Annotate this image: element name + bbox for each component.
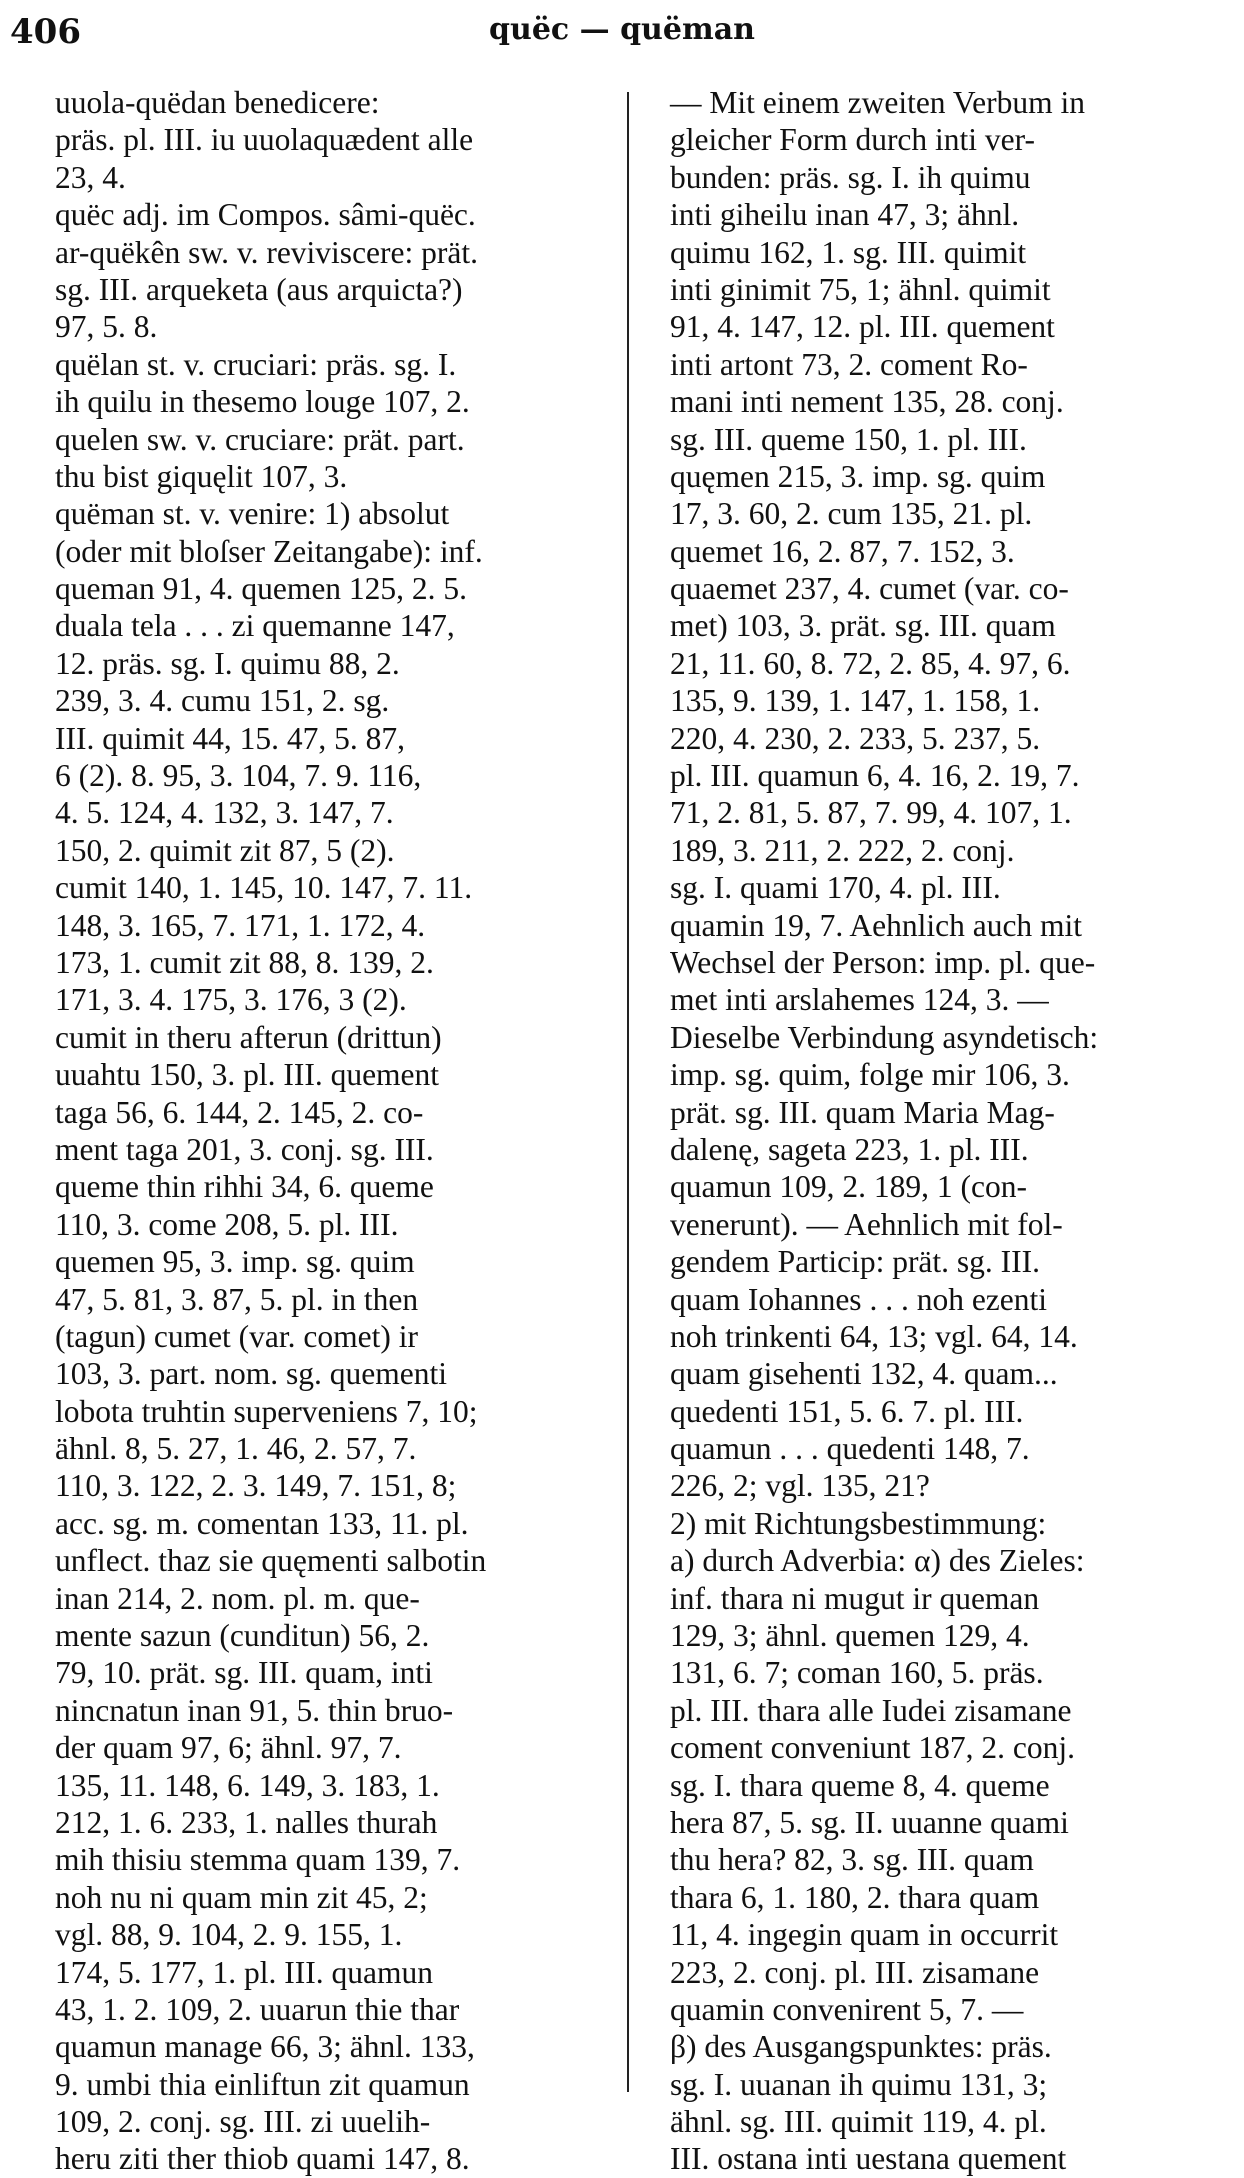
text-line: 226, 2; vgl. 135, 21? <box>670 1468 930 1504</box>
text-line: quëc adj. im Compos. sâmi-quëc. <box>55 197 476 233</box>
text-line: 79, 10. prät. sg. III. quam, inti <box>55 1655 433 1691</box>
text-line: cumit 140, 1. 145, 10. 147, 7. 11. <box>55 870 473 906</box>
text-line: pl. III. quamun 6, 4. 16, 2. 19, 7. <box>670 758 1080 794</box>
text-line: 9. umbi thia einliftun zit quamun <box>55 2066 470 2102</box>
text-line: quamin convenirent 5, 7. — <box>670 1991 1024 2027</box>
text-line: III. quimit 44, 15. 47, 5. 87, <box>55 720 405 756</box>
text-line: quedenti 151, 5. 6. 7. pl. III. <box>670 1393 1024 1429</box>
text-line: queme thin rihhi 34, 6. queme <box>55 1169 434 1205</box>
text-line: nincnatun inan 91, 5. thin bruo- <box>55 1692 454 1728</box>
text-line: 110, 3. come 208, 5. pl. III. <box>55 1206 399 1242</box>
text-line: quamun manage 66, 3; ähnl. 133, <box>55 2029 475 2065</box>
running-title: quëc — quëman <box>489 12 755 47</box>
text-line: inti ginimit 75, 1; ähnl. quimit <box>670 271 1051 307</box>
page-number: 406 <box>10 12 81 52</box>
text-line: 220, 4. 230, 2. 233, 5. 237, 5. <box>670 720 1041 756</box>
text-line: lobota truhtin superveniens 7, 10; <box>55 1393 478 1429</box>
text-line: quęmen 215, 3. imp. sg. quim <box>670 458 1046 494</box>
text-line: 174, 5. 177, 1. pl. III. quamun <box>55 1954 433 1990</box>
text-line: quamun . . . quedenti 148, 7. <box>670 1431 1030 1467</box>
text-line: gendem Particip: prät. sg. III. <box>670 1244 1041 1280</box>
text-line: 103, 3. part. nom. sg. quementi <box>55 1356 447 1392</box>
text-line: 223, 2. conj. pl. III. zisamane <box>670 1954 1040 1990</box>
text-line: 43, 1. 2. 109, 2. uuarun thie thar <box>55 1991 460 2027</box>
right-column <box>670 84 1210 2178</box>
text-line: thu bist giquęlit 107, 3. <box>55 458 348 494</box>
text-line: quaemet 237, 4. cumet (var. co- <box>670 571 1069 607</box>
text-line: heru ziti ther thiob quami 147, 8. <box>55 2141 470 2177</box>
text-line: 129, 3; ähnl. quemen 129, 4. <box>670 1618 1030 1654</box>
text-line: sg. I. thara queme 8, 4. queme <box>670 1767 1050 1803</box>
text-line: 150, 2. quimit zit 87, 5 (2). <box>55 832 395 868</box>
text-line: 212, 1. 6. 233, 1. nalles thurah <box>55 1804 438 1840</box>
text-line: gleicher Form durch inti ver- <box>670 122 1036 158</box>
text-line: sg. III. queme 150, 1. pl. III. <box>670 421 1027 457</box>
text-line: acc. sg. m. comentan 133, 11. pl. <box>55 1505 469 1541</box>
text-line: 6 (2). 8. 95, 3. 104, 7. 9. 116, <box>55 758 422 794</box>
text-line: ähnl. 8, 5. 27, 1. 46, 2. 57, 7. <box>55 1431 417 1467</box>
text-line: quamin 19, 7. Aehnlich auch mit <box>670 907 1083 943</box>
text-line: (tagun) cumet (var. comet) ir <box>55 1318 418 1354</box>
text-line: inti artont 73, 2. coment Ro- <box>670 346 1028 382</box>
text-line: taga 56, 6. 144, 2. 145, 2. co- <box>55 1094 424 1130</box>
text-line: 71, 2. 81, 5. 87, 7. 99, 4. 107, 1. <box>670 795 1072 831</box>
text-line: 148, 3. 165, 7. 171, 1. 172, 4. <box>55 907 426 943</box>
text-line: unflect. thaz sie quęmenti salbotin <box>55 1543 487 1579</box>
text-line: uuola-quëdan benedicere: <box>55 85 380 120</box>
text-line: dalenę, sageta 223, 1. pl. III. <box>670 1131 1029 1167</box>
text-line: ar-quëkên sw. v. reviviscere: prät. <box>55 234 478 270</box>
text-line: hera 87, 5. sg. II. uuanne quami <box>670 1804 1069 1840</box>
text-line: Dieselbe Verbindung asyndetisch: <box>670 1019 1099 1055</box>
text-line: der quam 97, 6; ähnl. 97, 7. <box>55 1730 402 1766</box>
text-line: quam Iohannes . . . noh ezenti <box>670 1281 1048 1317</box>
text-line: 110, 3. 122, 2. 3. 149, 7. 151, 8; <box>55 1468 457 1504</box>
text-line: noh trinkenti 64, 13; vgl. 64, 14. <box>670 1318 1078 1354</box>
text-line: 173, 1. cumit zit 88, 8. 139, 2. <box>55 944 434 980</box>
text-line: met inti arslahemes 124, 3. — <box>670 982 1049 1018</box>
text-line: queman 91, 4. quemen 125, 2. 5. <box>55 571 468 607</box>
text-line: 135, 11. 148, 6. 149, 3. 183, 1. <box>55 1767 440 1803</box>
text-line: quëlan st. v. cruciari: präs. sg. I. <box>55 346 457 382</box>
text-line: 189, 3. 211, 2. 222, 2. conj. <box>670 832 1015 868</box>
text-line: imp. sg. quim, folge mir 106, 3. <box>670 1057 1070 1093</box>
text-line: 11, 4. ingegin quam in occurrit <box>670 1917 1059 1953</box>
text-line: 23, 4. <box>55 159 126 195</box>
text-line: 91, 4. 147, 12. pl. III. quement <box>670 309 1055 345</box>
text-line: a) durch Adverbia: α) des Zieles: <box>670 1543 1085 1579</box>
text-line: thara 6, 1. 180, 2. thara quam <box>670 1879 1040 1915</box>
text-line: 12. präs. sg. I. quimu 88, 2. <box>55 645 400 681</box>
left-column <box>55 84 595 2178</box>
text-line: duala tela . . . zi quemanne 147, <box>55 608 455 644</box>
text-line: pl. III. thara alle Iudei zisamane <box>670 1692 1072 1728</box>
text-line: sg. I. uuanan ih quimu 131, 3; <box>670 2066 1048 2102</box>
text-line: mente sazun (cunditun) 56, 2. <box>55 1618 430 1654</box>
text-line: cumit in theru afterun (drittun) <box>55 1019 442 1055</box>
text-line: mani inti nement 135, 28. conj. <box>670 384 1064 420</box>
text-line: 97, 5. 8. <box>55 309 158 345</box>
text-line: 21, 11. 60, 8. 72, 2. 85, 4. 97, 6. <box>670 645 1071 681</box>
text-line: mih thisiu stemma quam 139, 7. <box>55 1842 461 1878</box>
text-line: thu hera? 82, 3. sg. III. quam <box>670 1842 1034 1878</box>
text-line: 135, 9. 139, 1. 147, 1. 158, 1. <box>670 683 1041 719</box>
text-line: venerunt). — Aehnlich mit fol- <box>670 1206 1063 1242</box>
text-line: inti giheilu inan 47, 3; ähnl. <box>670 197 1020 233</box>
column-divider <box>627 92 629 2092</box>
text-line: inf. thara ni mugut ir queman <box>670 1580 1040 1616</box>
text-line: 4. 5. 124, 4. 132, 3. 147, 7. <box>55 795 394 831</box>
text-line: sg. I. quami 170, 4. pl. III. <box>670 870 1001 906</box>
text-line: 17, 3. 60, 2. cum 135, 21. pl. <box>670 496 1033 532</box>
text-line: quam gisehenti 132, 4. quam... <box>670 1356 1058 1392</box>
text-line: quemet 16, 2. 87, 7. 152, 3. <box>670 533 1015 569</box>
text-line: 47, 5. 81, 3. 87, 5. pl. in then <box>55 1281 419 1317</box>
text-line: 171, 3. 4. 175, 3. 176, 3 (2). <box>55 982 407 1018</box>
text-line: (oder mit bloſser Zeitangabe): inf. <box>55 533 483 569</box>
text-line: 239, 3. 4. cumu 151, 2. sg. <box>55 683 390 719</box>
text-line: quëman st. v. venire: 1) absolut <box>55 496 450 532</box>
text-line: vgl. 88, 9. 104, 2. 9. 155, 1. <box>55 1917 403 1953</box>
text-line: quelen sw. v. cruciare: prät. part. <box>55 421 465 457</box>
text-line: uuahtu 150, 3. pl. III. quement <box>55 1057 440 1093</box>
text-line: quimu 162, 1. sg. III. quimit <box>670 234 1027 270</box>
text-line: inan 214, 2. nom. pl. m. que- <box>55 1580 420 1616</box>
text-line: β) des Ausgangspunktes: präs. <box>670 2029 1052 2065</box>
text-line: 131, 6. 7; coman 160, 5. präs. <box>670 1655 1044 1691</box>
text-line: sg. III. arqueketa (aus arquicta?) <box>55 271 463 307</box>
text-line: — Mit einem zweiten Verbum in <box>670 85 1085 120</box>
text-line: 2) mit Richtungsbestimmung: <box>670 1505 1047 1541</box>
text-line: präs. pl. III. iu uuolaquædent alle <box>55 122 474 158</box>
text-line: 109, 2. conj. sg. III. zi uuelih- <box>55 2104 431 2140</box>
text-line: coment conveniunt 187, 2. conj. <box>670 1730 1076 1766</box>
text-line: quamun 109, 2. 189, 1 (con- <box>670 1169 1027 1205</box>
text-line: III. ostana inti uestana quement <box>670 2141 1067 2177</box>
text-line: noh nu ni quam min zit 45, 2; <box>55 1879 428 1915</box>
text-line: Wechsel der Person: imp. pl. que- <box>670 944 1096 980</box>
text-line: ment taga 201, 3. conj. sg. III. <box>55 1131 434 1167</box>
text-line: quemen 95, 3. imp. sg. quim <box>55 1244 415 1280</box>
text-line: bunden: präs. sg. I. ih quimu <box>670 159 1031 195</box>
text-line: prät. sg. III. quam Maria Mag- <box>670 1094 1055 1130</box>
text-line: ähnl. sg. III. quimit 119, 4. pl. <box>670 2104 1047 2140</box>
text-line: ih quilu in thesemo louge 107, 2. <box>55 384 470 420</box>
text-line: met) 103, 3. prät. sg. III. quam <box>670 608 1056 644</box>
